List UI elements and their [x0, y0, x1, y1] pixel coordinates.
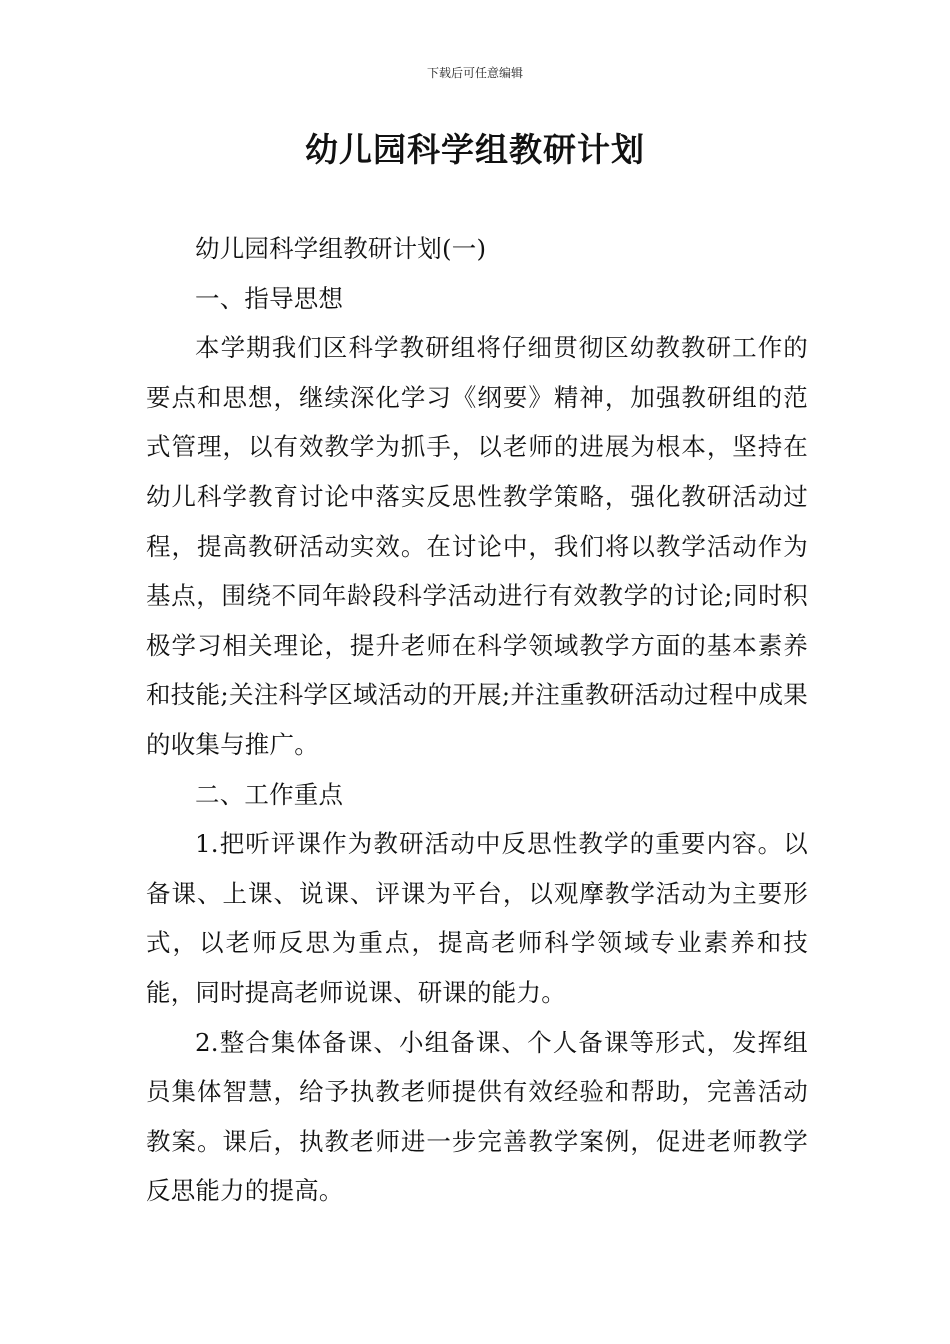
document-title: 幼儿园科学组教研计划 [305, 130, 645, 169]
body-paragraph-item-2: 2.整合集体备课、小组备课、个人备课等形式，发挥组员集体智慧，给予执教老师提供有效经验和帮助，完善活动教案。课后，执教老师进一步完善教学案例，促进老师教学反思能力的提高。 [146, 1027, 808, 1206]
body-paragraph-guiding-thought: 本学期我们区科学教研组将仔细贯彻区幼教教研工作的要点和思想，继续深化学习《纲要》精神，加强教研组的范式管理，以有效教学为抓手，以老师的进展为根本，坚持在幼儿科学教育讨论中落实反思性教学策略，强化教研活动过程，提高教研活动实效。在讨论中，我们将以教学活动作为基点，围绕不同年龄段科学活动进行有效教学的讨论;同时积极学习相关理论，提升老师在科学领域教学方面的基本素养和技能;关注科学区域活动的开展;并注重教研活动过程中成果的收集与推广。 [146, 333, 808, 759]
document-body [146, 224, 808, 1216]
section-heading-work-focus: 二、工作重点 [195, 779, 344, 809]
subtitle-paragraph: 幼儿园科学组教研计划(一) [195, 234, 487, 263]
page-header-note: 下载后可任意编辑 [426, 66, 523, 80]
section-heading-guiding-thought: 一、指导思想 [195, 283, 344, 313]
body-paragraph-item-1: 1.把听评课作为教研活动中反思性教学的重要内容。以备课、上课、说课、评课为平台，以观摩教学活动为主要形式，以老师反思为重点，提高老师科学领域专业素养和技能，同时提高老师说课、研课的能力。 [146, 829, 808, 1007]
